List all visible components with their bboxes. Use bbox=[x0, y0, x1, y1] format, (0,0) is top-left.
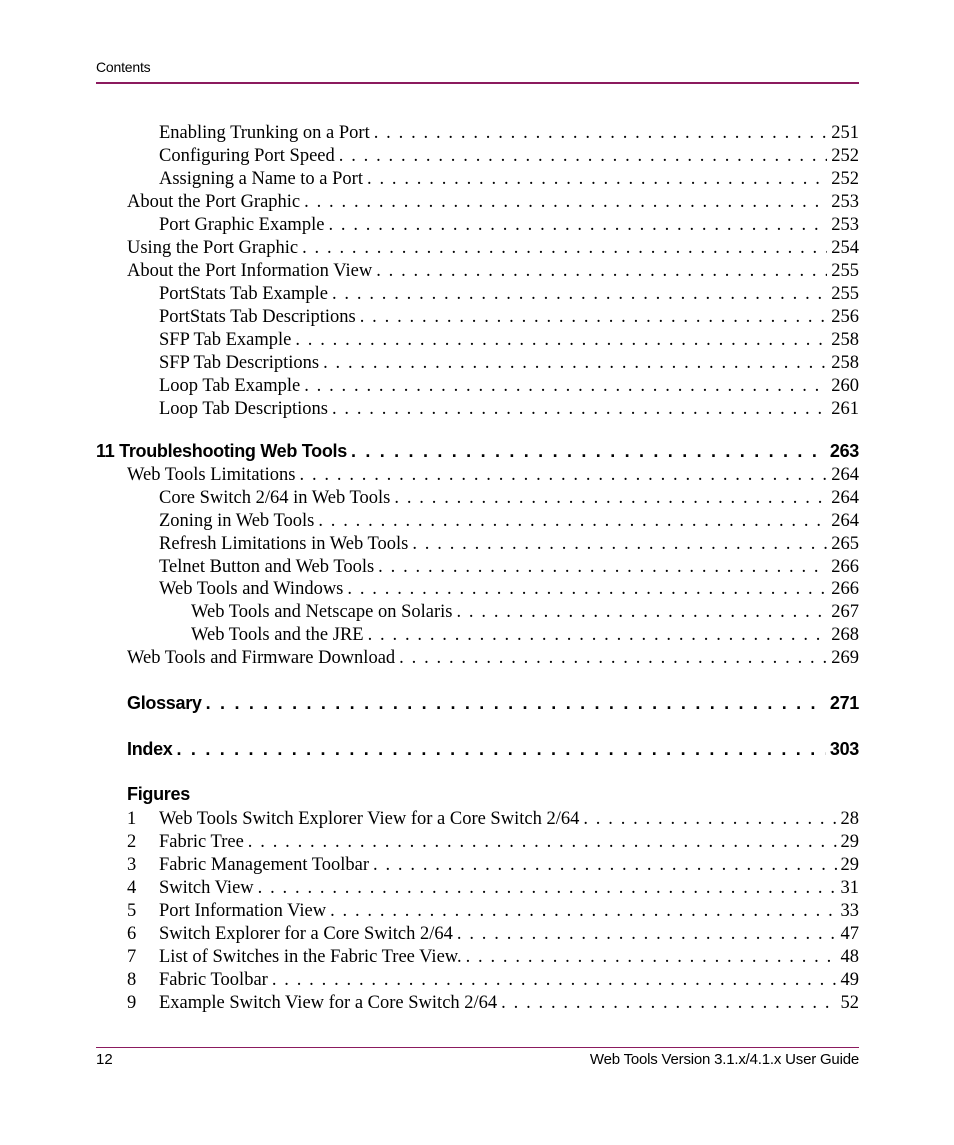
figure-page: 31 bbox=[840, 878, 859, 898]
figure-entry[interactable] bbox=[127, 923, 859, 946]
toc-entry-label: Web Tools Limitations bbox=[127, 465, 296, 485]
toc-entry-page: 267 bbox=[831, 602, 859, 622]
figure-page: 52 bbox=[840, 993, 859, 1013]
toc-entry[interactable] bbox=[127, 647, 859, 670]
leader-dots bbox=[456, 601, 827, 624]
figure-number: 2 bbox=[127, 832, 137, 852]
leader-dots bbox=[412, 533, 827, 556]
toc-entry[interactable] bbox=[159, 533, 859, 556]
leader-dots bbox=[300, 464, 828, 487]
leader-dots bbox=[466, 946, 837, 969]
figure-entry[interactable] bbox=[127, 969, 859, 992]
toc-entry[interactable] bbox=[159, 145, 859, 168]
toc-entry-label: SFP Tab Descriptions bbox=[159, 353, 320, 373]
leader-dots bbox=[374, 122, 828, 145]
toc-entry-label: Assigning a Name to a Port bbox=[159, 169, 363, 189]
figure-entry[interactable] bbox=[127, 992, 859, 1015]
figure-label: Web Tools Switch Explorer View for a Core Switch 2/64 bbox=[159, 809, 580, 829]
toc-chapter-label: Glossary bbox=[127, 693, 202, 713]
figure-number: 3 bbox=[127, 855, 137, 875]
header-rule bbox=[96, 82, 859, 84]
toc-entry-page: 260 bbox=[831, 376, 859, 396]
figure-entry[interactable] bbox=[127, 946, 859, 969]
toc-entry-page: 265 bbox=[831, 534, 859, 554]
toc-entry-label: Core Switch 2/64 in Web Tools bbox=[159, 488, 391, 508]
leader-dots bbox=[347, 578, 827, 601]
toc-entry-page: 261 bbox=[831, 399, 859, 419]
leader-dots bbox=[378, 556, 827, 579]
toc-entry[interactable] bbox=[159, 398, 859, 421]
leader-dots bbox=[360, 306, 828, 329]
figure-entry[interactable] bbox=[127, 900, 859, 923]
figure-number: 8 bbox=[127, 970, 137, 990]
figure-label: Switch View bbox=[159, 878, 254, 898]
toc-entry-label: PortStats Tab Descriptions bbox=[159, 307, 356, 327]
toc-entry-page: 253 bbox=[831, 192, 859, 212]
figure-label: Port Information View bbox=[159, 901, 327, 921]
toc-entry-page: 266 bbox=[831, 557, 859, 577]
figure-number: 5 bbox=[127, 901, 137, 921]
toc-entry[interactable] bbox=[159, 122, 859, 145]
running-header: Contents bbox=[96, 59, 151, 75]
toc-entry-page: 256 bbox=[831, 307, 859, 327]
figure-label: Fabric Management Toolbar bbox=[159, 855, 370, 875]
leader-dots bbox=[295, 329, 827, 352]
toc-entry[interactable] bbox=[159, 168, 859, 191]
leader-dots bbox=[339, 145, 828, 168]
figure-number: 6 bbox=[127, 924, 137, 944]
leader-dots bbox=[332, 283, 827, 306]
leader-dots bbox=[318, 510, 827, 533]
leader-dots bbox=[323, 352, 827, 375]
leader-dots bbox=[206, 692, 826, 715]
toc-chapter-page: 263 bbox=[829, 441, 859, 461]
toc-entry-page: 264 bbox=[831, 511, 859, 531]
leader-dots bbox=[332, 398, 827, 421]
toc-entry-label: SFP Tab Example bbox=[159, 330, 292, 350]
leader-dots bbox=[248, 831, 837, 854]
figure-page: 49 bbox=[840, 970, 859, 990]
toc-entry-page: 253 bbox=[831, 215, 859, 235]
toc-entry-label: Zoning in Web Tools bbox=[159, 511, 315, 531]
toc-entry-label: Enabling Trunking on a Port bbox=[159, 123, 370, 143]
toc-entry[interactable] bbox=[127, 260, 859, 283]
toc-entry-label: Loop Tab Example bbox=[159, 376, 301, 396]
toc-entry-label: Web Tools and Windows bbox=[159, 579, 344, 599]
figure-label: Fabric Toolbar bbox=[159, 970, 268, 990]
toc-chapter-page: 303 bbox=[829, 739, 859, 759]
toc-entry-label: Using the Port Graphic bbox=[127, 238, 299, 258]
toc-chapter-entry[interactable] bbox=[96, 440, 859, 463]
leader-dots bbox=[304, 191, 827, 214]
figure-entry[interactable] bbox=[127, 877, 859, 900]
figure-page: 29 bbox=[840, 855, 859, 875]
leader-dots bbox=[457, 923, 837, 946]
toc-entry[interactable] bbox=[127, 237, 859, 260]
toc-entry-label: About the Port Graphic bbox=[127, 192, 301, 212]
leader-dots bbox=[177, 738, 826, 761]
toc-entry[interactable] bbox=[159, 329, 859, 352]
toc-entry-page: 264 bbox=[831, 465, 859, 485]
figure-entry[interactable] bbox=[127, 808, 859, 831]
figure-label: Switch Explorer for a Core Switch 2/64 bbox=[159, 924, 453, 944]
toc-entry[interactable] bbox=[159, 510, 859, 533]
toc-entry-page: 255 bbox=[831, 261, 859, 281]
toc-entry[interactable] bbox=[159, 578, 859, 601]
leader-dots bbox=[376, 260, 827, 283]
toc-entry-page: 251 bbox=[831, 123, 859, 143]
toc-entry-label: Loop Tab Descriptions bbox=[159, 399, 328, 419]
toc-entry-label: About the Port Information View bbox=[127, 261, 373, 281]
toc-entry-page: 255 bbox=[831, 284, 859, 304]
toc-entry-label: Refresh Limitations in Web Tools bbox=[159, 534, 409, 554]
toc-entry[interactable] bbox=[191, 601, 859, 624]
leader-dots bbox=[368, 624, 828, 647]
figures-heading: Figures bbox=[127, 784, 190, 804]
footer-rule bbox=[96, 1047, 859, 1048]
toc-entry[interactable] bbox=[159, 375, 859, 398]
figure-page: 47 bbox=[840, 924, 859, 944]
figure-label: Fabric Tree bbox=[159, 832, 244, 852]
toc-chapter-entry[interactable] bbox=[127, 692, 859, 715]
toc-chapter-label: 11 Troubleshooting Web Tools bbox=[96, 441, 347, 461]
toc-entry[interactable] bbox=[159, 352, 859, 375]
leader-dots bbox=[351, 440, 826, 463]
toc-chapter-entry[interactable] bbox=[127, 738, 859, 761]
toc-entry[interactable] bbox=[127, 191, 859, 214]
toc-entry-label: Web Tools and Firmware Download bbox=[127, 648, 396, 668]
figure-label: Example Switch View for a Core Switch 2/64 bbox=[159, 993, 498, 1013]
figure-page: 28 bbox=[840, 809, 859, 829]
figure-page: 33 bbox=[840, 901, 859, 921]
toc-entry-label: Configuring Port Speed bbox=[159, 146, 335, 166]
leader-dots bbox=[302, 237, 827, 260]
leader-dots bbox=[501, 992, 836, 1015]
page-number: 12 bbox=[96, 1051, 113, 1068]
leader-dots bbox=[399, 647, 827, 670]
toc-entry-label: Web Tools and Netscape on Solaris bbox=[191, 602, 453, 622]
figure-entry[interactable] bbox=[127, 831, 859, 854]
leader-dots bbox=[330, 900, 836, 923]
leader-dots bbox=[258, 877, 837, 900]
toc-entry-page: 269 bbox=[831, 648, 859, 668]
figure-number: 4 bbox=[127, 878, 137, 898]
toc-entry-page: 266 bbox=[831, 579, 859, 599]
leader-dots bbox=[304, 375, 827, 398]
leader-dots bbox=[583, 808, 836, 831]
toc-entry-page: 258 bbox=[831, 353, 859, 373]
toc-entry-label: Web Tools and the JRE bbox=[191, 625, 364, 645]
leader-dots bbox=[367, 168, 827, 191]
figure-entry[interactable] bbox=[127, 854, 859, 877]
figure-page: 29 bbox=[840, 832, 859, 852]
leader-dots bbox=[272, 969, 837, 992]
footer-doc-title: Web Tools Version 3.1.x/4.1.x User Guide bbox=[589, 1051, 859, 1068]
leader-dots bbox=[394, 487, 827, 510]
figure-number: 1 bbox=[127, 809, 137, 829]
toc-entry[interactable] bbox=[159, 487, 859, 510]
toc-entry-label: Telnet Button and Web Tools bbox=[159, 557, 375, 577]
toc-entry-page: 264 bbox=[831, 488, 859, 508]
toc-chapter-page: 271 bbox=[829, 693, 859, 713]
toc-chapter-label: Index bbox=[127, 739, 173, 759]
leader-dots bbox=[373, 854, 836, 877]
toc-entry-page: 252 bbox=[831, 146, 859, 166]
figure-page: 48 bbox=[840, 947, 859, 967]
toc-entry[interactable] bbox=[159, 214, 859, 237]
toc-entry-label: Port Graphic Example bbox=[159, 215, 325, 235]
toc-entry[interactable] bbox=[191, 624, 859, 647]
toc-entry[interactable] bbox=[159, 556, 859, 579]
figure-label: List of Switches in the Fabric Tree View. bbox=[159, 947, 462, 967]
figure-number: 7 bbox=[127, 947, 137, 967]
toc-entry-page: 254 bbox=[831, 238, 859, 258]
toc-entry[interactable] bbox=[159, 283, 859, 306]
toc-entry-label: PortStats Tab Example bbox=[159, 284, 328, 304]
figure-number: 9 bbox=[127, 993, 137, 1013]
toc-entry-page: 268 bbox=[831, 625, 859, 645]
toc-entry[interactable] bbox=[127, 464, 859, 487]
toc-entry-page: 258 bbox=[831, 330, 859, 350]
toc-entry-page: 252 bbox=[831, 169, 859, 189]
toc-entry[interactable] bbox=[159, 306, 859, 329]
leader-dots bbox=[328, 214, 827, 237]
